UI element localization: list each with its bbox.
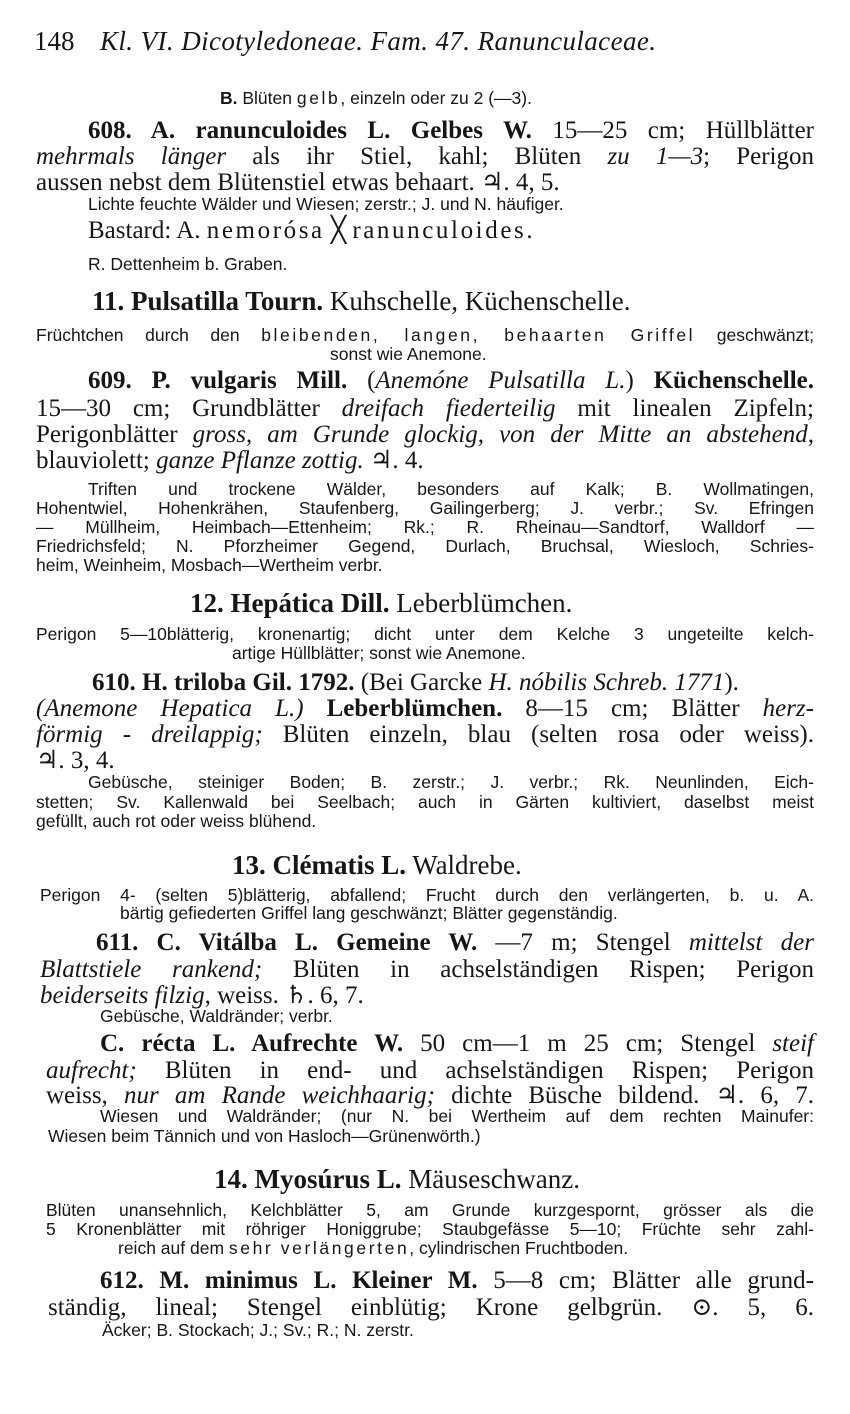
genus-11-desc-1 bbox=[36, 327, 814, 345]
species-611-habitat: Gebüsche, Waldränder; verbr. bbox=[100, 1006, 333, 1026]
text: beiderseits filzig bbox=[40, 982, 205, 1009]
text: , einzeln oder zu 2 (—3). bbox=[340, 88, 532, 108]
species-name: 612. M. minimus L. Kleiner M. bbox=[100, 1267, 478, 1294]
text: weiss, bbox=[46, 1082, 124, 1109]
species-recta-habitat-1: Wiesen und Waldränder; (nur N. bei Wertheim auf dem rechten Mainufer: bbox=[100, 1106, 814, 1126]
group-b-heading bbox=[220, 90, 532, 108]
species-609-habitat-2: Hohentwiel, Hohenkrähen, Staufenberg, Gailingerberg; J. verbr.; Sv. Efringen bbox=[36, 498, 814, 518]
species-recta-line-3 bbox=[46, 1083, 814, 1108]
genus-name: 12. Hepática Dill. bbox=[190, 588, 390, 618]
species-name: 608. A. ranunculoides L. Gelbes W. bbox=[88, 117, 532, 144]
common-name: Waldrebe. bbox=[405, 850, 522, 880]
text: mit linealen Zipfeln; bbox=[555, 395, 814, 422]
genus-13-desc-2: bärtig gefiederten Griffel lang geschwänzt; Blätter gegenständig. bbox=[120, 903, 618, 923]
text: sehr verlängerten bbox=[228, 1238, 410, 1258]
species-name: 610. H. triloba Gil. 1792. bbox=[92, 669, 355, 696]
text: steif bbox=[772, 1030, 814, 1057]
species-609-habitat-1: Triften und trockene Wälder, besonders auf Kalk; B. Wollmatingen, bbox=[88, 479, 814, 499]
species-611-line-3 bbox=[40, 983, 364, 1008]
species-608-line-2 bbox=[36, 144, 814, 169]
genus-name: 13. Clématis L. bbox=[232, 850, 406, 880]
common-name: Kuhschelle, Küchenschelle. bbox=[323, 286, 631, 316]
genus-14-title bbox=[214, 1166, 580, 1193]
common-name: Leberblümchen. bbox=[303, 695, 503, 722]
genus-14-desc-2: 5 Kronenblätter mit röhriger Honiggrube; Staubgefässe 5—10; Früchte sehr zahl- bbox=[46, 1219, 814, 1239]
text: mittelst der bbox=[688, 929, 814, 956]
page-number: 148 bbox=[34, 26, 75, 56]
text: Perigonblätter bbox=[36, 421, 193, 448]
text: reich auf dem bbox=[118, 1238, 229, 1258]
text: förmig - dreilappig; bbox=[36, 721, 263, 748]
text: (Bei Garcke bbox=[354, 669, 489, 696]
text: dreifach fiederteilig bbox=[341, 395, 556, 422]
species-612-line-2: ständig, lineal; Stengel einblütig; Krone gelbgrün. ⊙. 5, 6. bbox=[48, 1294, 814, 1321]
genus-13-title bbox=[232, 852, 522, 879]
species-609-line-2 bbox=[36, 396, 814, 421]
text: , cylindrischen Fruchtboden. bbox=[409, 1238, 629, 1258]
text: dichte Büsche bildend. ♃. 6, 7. bbox=[434, 1082, 814, 1109]
text: Anemóne Pulsatilla L. bbox=[375, 367, 626, 394]
species-609-habitat-4: Friedrichsfeld; N. Pforzheimer Gegend, Durlach, Bruchsal, Wiesloch, Schries- bbox=[36, 536, 814, 556]
genus-name: 11. Pulsatilla Tourn. bbox=[92, 286, 324, 316]
text: Bastard: A. bbox=[88, 217, 207, 244]
genus-12-desc-1: Perigon 5—10blätterig, kronenartig; dicht unter dem Kelche 3 ungeteilte kelch- bbox=[36, 624, 814, 644]
species-609-line-3 bbox=[36, 422, 814, 447]
species-name: 611. C. Vitálba L. Gemeine W. bbox=[96, 929, 478, 956]
species-610-line-1 bbox=[92, 670, 739, 695]
text: bleibenden, langen, behaarten Griffel bbox=[261, 325, 696, 345]
text: nur am Rande weichhaarig; bbox=[123, 1082, 435, 1109]
text: als ihr Stiel, kahl; Blüten bbox=[226, 143, 608, 170]
text: nemorósa bbox=[206, 217, 325, 244]
genus-14-desc-3 bbox=[118, 1240, 628, 1258]
text: (Anemone Hepatica L.) bbox=[36, 695, 304, 722]
species-610-habitat-1: Gebüsche, steiniger Boden; B. zerstr.; J. verbr.; Rk. Neunlinden, Eich- bbox=[88, 772, 814, 792]
genus-11-desc-2: sonst wie Anemone. bbox=[330, 344, 487, 364]
text: ) bbox=[625, 367, 654, 394]
text: 8—15 cm; Blätter bbox=[502, 695, 763, 722]
text: ♃. 4. bbox=[363, 447, 424, 474]
species-609-habitat-5: heim, Weinheim, Mosbach—Wertheim verbr. bbox=[36, 555, 383, 575]
genus-13-desc-1: Perigon 4- (selten 5)blätterig, abfallend; Frucht durch den verlängerten, b. u. A. bbox=[40, 885, 814, 905]
genus-11-title bbox=[92, 288, 630, 315]
species-612-line-1 bbox=[100, 1268, 814, 1293]
species-610-habitat-3: gefüllt, auch rot oder weiss blühend. bbox=[36, 811, 317, 831]
species-609-line-4 bbox=[36, 448, 424, 473]
region-abbr: B. bbox=[220, 88, 238, 108]
species-610-line-4: ♃. 3, 4. bbox=[36, 747, 115, 774]
common-name: Küchenschelle. bbox=[653, 367, 815, 394]
text: Früchtchen durch den bbox=[36, 325, 262, 345]
genus-12-desc-2: artige Hüllblätter; sonst wie Anemone. bbox=[232, 643, 526, 663]
text: Blüten einzeln, blau (selten rosa oder weiss). bbox=[262, 721, 814, 748]
text: 15—30 cm; Grundblätter bbox=[36, 395, 342, 422]
text: herz- bbox=[762, 695, 814, 722]
text: Blüten in end- und achselständigen Rispen; Perigon bbox=[136, 1057, 814, 1084]
species-recta-line-1 bbox=[100, 1031, 814, 1056]
text: Blüten bbox=[237, 88, 297, 108]
common-name: Leberblümchen. bbox=[389, 588, 573, 618]
text: ). bbox=[724, 669, 739, 696]
text: zu 1—3 bbox=[607, 143, 704, 170]
species-608-habitat: Lichte feuchte Wälder und Wiesen; zerstr.; J. und N. häufiger. bbox=[88, 194, 564, 214]
running-title: Kl. VI. Dicotyledoneae. Fam. 47. Ranunculaceae. bbox=[100, 26, 657, 56]
genus-14-desc-1: Blüten unansehnlich, Kelchblätter 5, am Grunde kurzgespornt, grösser als die bbox=[46, 1200, 814, 1220]
species-609-habitat-3: — Müllheim, Heimbach—Ettenheim; Rk.; R. Rheinau—Sandtorf, Walldorf — bbox=[36, 517, 814, 537]
text: 50 cm—1 m 25 cm; Stengel bbox=[403, 1030, 773, 1057]
common-name: Mäuseschwanz. bbox=[401, 1164, 580, 1194]
genus-name: 14. Myosúrus L. bbox=[214, 1164, 402, 1194]
text: gelb bbox=[296, 88, 341, 108]
bastard-line bbox=[88, 218, 535, 243]
species-recta-habitat-2: Wiesen beim Tännich und von Hasloch—Grünenwörth.) bbox=[48, 1126, 481, 1146]
species-608-line-1 bbox=[88, 118, 814, 143]
text: , weiss. ♄. 6, 7. bbox=[204, 982, 364, 1009]
genus-12-title bbox=[190, 590, 572, 617]
species-611-line-2 bbox=[40, 957, 814, 982]
text: blauviolett; bbox=[36, 447, 157, 474]
text: 5—8 cm; Blätter alle grund- bbox=[477, 1267, 814, 1294]
text: ganze Pflanze zottig. bbox=[156, 447, 364, 474]
species-612-habitat: Äcker; B. Stockach; J.; Sv.; R.; N. zerstr. bbox=[102, 1320, 414, 1340]
text: geschwänzt; bbox=[695, 325, 815, 345]
species-611-line-1 bbox=[96, 930, 814, 955]
text: ; Perigon bbox=[703, 143, 814, 170]
text: ( bbox=[347, 367, 376, 394]
text: aufrecht; bbox=[46, 1057, 137, 1084]
species-609-line-1 bbox=[88, 368, 814, 393]
species-recta-line-2 bbox=[46, 1058, 814, 1083]
species-name: 609. P. vulgaris Mill. bbox=[88, 367, 348, 394]
species-608-line-3: aussen nebst dem Blütenstiel etwas behaart. ♃. 4, 5. bbox=[36, 169, 560, 196]
text: Blüten in achselständigen Rispen; Perigon bbox=[262, 956, 814, 983]
text: gross, am Grunde glockig, von der Mitte an abstehend, bbox=[192, 421, 814, 448]
hybrid-cross-icon: ╳ bbox=[324, 217, 353, 244]
species-610-line-2 bbox=[36, 696, 814, 721]
species-name: C. récta L. Aufrechte W. bbox=[100, 1030, 404, 1057]
text: ranunculoides. bbox=[352, 217, 536, 244]
text: —7 m; Stengel bbox=[477, 929, 689, 956]
species-610-line-3 bbox=[36, 722, 814, 747]
text: H. nóbilis Schreb. 1771 bbox=[488, 669, 725, 696]
text: Blattstiele rankend; bbox=[40, 956, 263, 983]
species-610-habitat-2: stetten; Sv. Kallenwald bei Seelbach; auch in Gärten kultiviert, daselbst meist bbox=[36, 792, 814, 812]
text: 15—25 cm; Hüllblätter bbox=[531, 117, 814, 144]
text: mehrmals länger bbox=[36, 143, 227, 170]
bastard-locality: R. Dettenheim b. Graben. bbox=[88, 254, 288, 274]
